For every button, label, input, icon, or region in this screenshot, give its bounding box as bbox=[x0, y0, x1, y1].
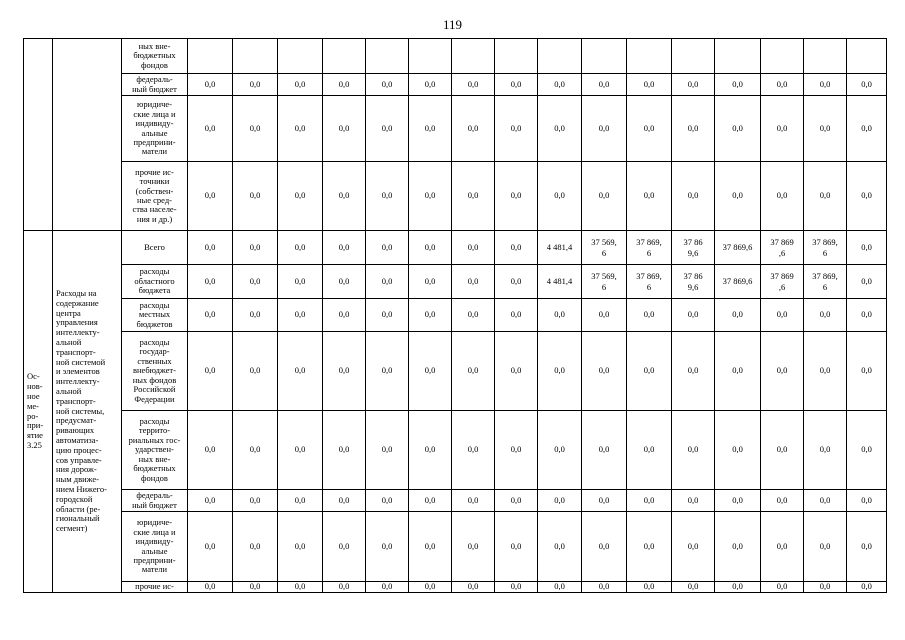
value-cell: 0,0 bbox=[761, 96, 804, 162]
value-cell: 0,0 bbox=[538, 490, 582, 512]
value-cell: 37 869,6 bbox=[715, 231, 761, 265]
value-cell: 0,0 bbox=[188, 265, 233, 299]
value-cell: 0,0 bbox=[278, 490, 323, 512]
value-cell bbox=[538, 39, 582, 74]
value-cell: 37 86 9,6 bbox=[672, 231, 715, 265]
value-cell: 0,0 bbox=[188, 490, 233, 512]
value-cell bbox=[366, 39, 409, 74]
table-row bbox=[24, 512, 887, 582]
value-cell: 0,0 bbox=[715, 96, 761, 162]
value-cell: 0,0 bbox=[804, 299, 847, 332]
value-cell: 0,0 bbox=[452, 490, 495, 512]
value-cell: 0,0 bbox=[323, 411, 366, 490]
value-cell bbox=[672, 39, 715, 74]
value-cell: 0,0 bbox=[366, 231, 409, 265]
value-cell: 0,0 bbox=[278, 231, 323, 265]
value-cell: 0,0 bbox=[672, 512, 715, 582]
value-cell bbox=[452, 39, 495, 74]
value-cell: 0,0 bbox=[323, 74, 366, 96]
value-cell: 0,0 bbox=[582, 74, 627, 96]
value-cell: 0,0 bbox=[188, 299, 233, 332]
table-row bbox=[24, 582, 887, 593]
value-cell: 0,0 bbox=[495, 96, 538, 162]
value-cell: 0,0 bbox=[761, 512, 804, 582]
value-cell: 0,0 bbox=[804, 96, 847, 162]
value-cell: 0,0 bbox=[278, 299, 323, 332]
value-cell: 0,0 bbox=[409, 299, 452, 332]
value-cell: 0,0 bbox=[847, 231, 887, 265]
value-cell: 0,0 bbox=[323, 299, 366, 332]
table-row bbox=[24, 162, 887, 231]
value-cell: 0,0 bbox=[582, 299, 627, 332]
value-cell: 0,0 bbox=[672, 411, 715, 490]
value-cell bbox=[804, 39, 847, 74]
value-cell: 0,0 bbox=[715, 332, 761, 411]
value-cell: 0,0 bbox=[672, 490, 715, 512]
value-cell: 0,0 bbox=[278, 96, 323, 162]
funding-source-cell: прочие ис- bbox=[122, 582, 188, 593]
value-cell: 0,0 bbox=[847, 582, 887, 593]
value-cell: 0,0 bbox=[278, 74, 323, 96]
value-cell: 0,0 bbox=[452, 231, 495, 265]
funding-source-cell: расходы государ- ственных внебюджет- ных фондов Российской Федерации bbox=[122, 332, 188, 411]
value-cell bbox=[233, 39, 278, 74]
value-cell: 0,0 bbox=[278, 265, 323, 299]
value-cell: 0,0 bbox=[804, 332, 847, 411]
value-cell: 0,0 bbox=[323, 231, 366, 265]
value-cell bbox=[409, 39, 452, 74]
value-cell: 0,0 bbox=[323, 332, 366, 411]
value-cell: 0,0 bbox=[538, 411, 582, 490]
value-cell: 0,0 bbox=[495, 265, 538, 299]
value-cell: 0,0 bbox=[495, 162, 538, 231]
value-cell: 0,0 bbox=[409, 490, 452, 512]
value-cell: 0,0 bbox=[672, 162, 715, 231]
value-cell: 0,0 bbox=[366, 299, 409, 332]
value-cell: 0,0 bbox=[847, 332, 887, 411]
value-cell: 0,0 bbox=[452, 74, 495, 96]
value-cell: 0,0 bbox=[495, 332, 538, 411]
value-cell: 0,0 bbox=[627, 74, 672, 96]
value-cell: 0,0 bbox=[452, 411, 495, 490]
funding-source-cell: юридиче- ские лица и индивиду- альные предприни- матели bbox=[122, 512, 188, 582]
value-cell: 0,0 bbox=[847, 265, 887, 299]
value-cell: 37 869, 6 bbox=[627, 265, 672, 299]
funding-source-cell: расходы террито- риальных гос- ударствен- ных вне- бюджетных фондов bbox=[122, 411, 188, 490]
value-cell: 0,0 bbox=[409, 411, 452, 490]
value-cell: 37 569, 6 bbox=[582, 265, 627, 299]
value-cell: 0,0 bbox=[672, 332, 715, 411]
table-row bbox=[24, 332, 887, 411]
value-cell: 0,0 bbox=[323, 582, 366, 593]
funding-source-cell: ных вне- бюджетных фондов bbox=[122, 39, 188, 74]
value-cell: 0,0 bbox=[672, 96, 715, 162]
value-cell: 0,0 bbox=[495, 512, 538, 582]
value-cell: 0,0 bbox=[278, 332, 323, 411]
value-cell: 0,0 bbox=[188, 231, 233, 265]
value-cell: 0,0 bbox=[847, 490, 887, 512]
funding-source-cell: расходы местных бюджетов bbox=[122, 299, 188, 332]
value-cell: 0,0 bbox=[188, 512, 233, 582]
value-cell: 0,0 bbox=[495, 411, 538, 490]
value-cell: 0,0 bbox=[366, 512, 409, 582]
value-cell: 0,0 bbox=[323, 490, 366, 512]
value-cell: 0,0 bbox=[847, 512, 887, 582]
funding-source-cell: расходы областного бюджета bbox=[122, 265, 188, 299]
value-cell: 0,0 bbox=[627, 582, 672, 593]
value-cell: 0,0 bbox=[804, 74, 847, 96]
value-cell: 0,0 bbox=[761, 299, 804, 332]
value-cell: 0,0 bbox=[627, 162, 672, 231]
value-cell: 0,0 bbox=[582, 96, 627, 162]
value-cell bbox=[278, 39, 323, 74]
table-row bbox=[24, 39, 887, 74]
value-cell: 0,0 bbox=[715, 411, 761, 490]
value-cell: 0,0 bbox=[847, 411, 887, 490]
value-cell: 0,0 bbox=[582, 490, 627, 512]
value-cell: 37 869, 6 bbox=[627, 231, 672, 265]
value-cell: 0,0 bbox=[538, 299, 582, 332]
funding-source-cell: федераль- ный бюджет bbox=[122, 490, 188, 512]
value-cell: 0,0 bbox=[804, 512, 847, 582]
value-cell: 37 869, 6 bbox=[804, 231, 847, 265]
value-cell: 0,0 bbox=[538, 512, 582, 582]
value-cell: 0,0 bbox=[715, 162, 761, 231]
value-cell: 0,0 bbox=[582, 512, 627, 582]
value-cell: 0,0 bbox=[452, 96, 495, 162]
value-cell: 0,0 bbox=[761, 162, 804, 231]
value-cell: 0,0 bbox=[804, 582, 847, 593]
value-cell: 0,0 bbox=[627, 490, 672, 512]
value-cell: 0,0 bbox=[715, 74, 761, 96]
value-cell: 0,0 bbox=[452, 265, 495, 299]
funding-source-cell: прочие ис- точники (собствен- ные сред- ства населе- ния и др.) bbox=[122, 162, 188, 231]
value-cell bbox=[627, 39, 672, 74]
value-cell: 0,0 bbox=[538, 162, 582, 231]
value-cell: 0,0 bbox=[409, 265, 452, 299]
value-cell: 0,0 bbox=[847, 299, 887, 332]
table-row bbox=[24, 490, 887, 512]
value-cell: 0,0 bbox=[715, 512, 761, 582]
value-cell: 0,0 bbox=[847, 74, 887, 96]
value-cell bbox=[323, 39, 366, 74]
value-cell: 37 869 ,6 bbox=[761, 231, 804, 265]
description-cell: Расходы на содержание центра управления интеллекту- альной транспорт- ной системой и элементов интеллекту- альной транспорт- ной системы, предусмат- ривающих автоматиза- цию процес- сов управле- ния дорож- ным движе- нием Нижего- городской области (ре- гиональный сегмент) bbox=[53, 231, 122, 593]
value-cell: 0,0 bbox=[233, 265, 278, 299]
value-cell: 0,0 bbox=[278, 162, 323, 231]
value-cell: 0,0 bbox=[366, 332, 409, 411]
table-row bbox=[24, 299, 887, 332]
funding-source-cell: федераль- ный бюджет bbox=[122, 74, 188, 96]
value-cell: 0,0 bbox=[582, 162, 627, 231]
value-cell: 37 569, 6 bbox=[582, 231, 627, 265]
value-cell: 0,0 bbox=[278, 512, 323, 582]
value-cell: 0,0 bbox=[233, 490, 278, 512]
value-cell: 0,0 bbox=[366, 490, 409, 512]
value-cell: 0,0 bbox=[366, 582, 409, 593]
value-cell: 0,0 bbox=[761, 332, 804, 411]
value-cell: 0,0 bbox=[452, 582, 495, 593]
value-cell: 0,0 bbox=[409, 96, 452, 162]
value-cell bbox=[715, 39, 761, 74]
value-cell: 0,0 bbox=[582, 411, 627, 490]
value-cell: 0,0 bbox=[495, 582, 538, 593]
budget-table bbox=[23, 38, 887, 593]
value-cell: 0,0 bbox=[847, 96, 887, 162]
value-cell: 0,0 bbox=[409, 582, 452, 593]
value-cell: 0,0 bbox=[582, 332, 627, 411]
value-cell: 0,0 bbox=[627, 299, 672, 332]
value-cell: 0,0 bbox=[188, 74, 233, 96]
value-cell: 37 869,6 bbox=[715, 265, 761, 299]
value-cell: 0,0 bbox=[409, 332, 452, 411]
value-cell bbox=[582, 39, 627, 74]
value-cell: 0,0 bbox=[452, 299, 495, 332]
table-row bbox=[24, 74, 887, 96]
value-cell: 0,0 bbox=[233, 411, 278, 490]
value-cell: 0,0 bbox=[761, 411, 804, 490]
value-cell: 0,0 bbox=[323, 265, 366, 299]
table-row bbox=[24, 96, 887, 162]
value-cell: 0,0 bbox=[233, 162, 278, 231]
value-cell: 0,0 bbox=[233, 231, 278, 265]
value-cell: 0,0 bbox=[538, 74, 582, 96]
value-cell bbox=[188, 39, 233, 74]
value-cell: 0,0 bbox=[804, 411, 847, 490]
value-cell: 0,0 bbox=[366, 96, 409, 162]
value-cell: 37 869 ,6 bbox=[761, 265, 804, 299]
value-cell: 0,0 bbox=[452, 512, 495, 582]
value-cell: 0,0 bbox=[323, 96, 366, 162]
value-cell: 0,0 bbox=[233, 74, 278, 96]
value-cell: 0,0 bbox=[278, 582, 323, 593]
value-cell: 0,0 bbox=[495, 490, 538, 512]
value-cell: 0,0 bbox=[233, 582, 278, 593]
value-cell: 0,0 bbox=[409, 231, 452, 265]
value-cell: 0,0 bbox=[366, 162, 409, 231]
value-cell: 0,0 bbox=[409, 512, 452, 582]
value-cell: 0,0 bbox=[452, 332, 495, 411]
value-cell: 0,0 bbox=[672, 74, 715, 96]
value-cell: 0,0 bbox=[538, 332, 582, 411]
value-cell: 0,0 bbox=[761, 74, 804, 96]
value-cell: 0,0 bbox=[715, 490, 761, 512]
value-cell: 0,0 bbox=[188, 332, 233, 411]
value-cell: 0,0 bbox=[495, 231, 538, 265]
value-cell: 0,0 bbox=[188, 411, 233, 490]
table-row bbox=[24, 231, 887, 265]
value-cell: 4 481,4 bbox=[538, 265, 582, 299]
event-label-cell bbox=[24, 39, 53, 231]
value-cell: 0,0 bbox=[804, 162, 847, 231]
value-cell: 0,0 bbox=[233, 332, 278, 411]
value-cell: 0,0 bbox=[233, 512, 278, 582]
table-row bbox=[24, 265, 887, 299]
value-cell: 0,0 bbox=[672, 299, 715, 332]
funding-source-cell: юридиче- ские лица и индивиду- альные предприни- матели bbox=[122, 96, 188, 162]
value-cell: 0,0 bbox=[627, 332, 672, 411]
value-cell: 4 481,4 bbox=[538, 231, 582, 265]
value-cell bbox=[495, 39, 538, 74]
value-cell: 0,0 bbox=[323, 162, 366, 231]
value-cell: 0,0 bbox=[188, 582, 233, 593]
value-cell: 0,0 bbox=[366, 74, 409, 96]
value-cell: 0,0 bbox=[847, 162, 887, 231]
funding-source-cell: Всего bbox=[122, 231, 188, 265]
value-cell bbox=[761, 39, 804, 74]
value-cell: 0,0 bbox=[188, 162, 233, 231]
event-label-cell: Ос- нов- ное ме- ро- при- ятие 3.25 bbox=[24, 231, 53, 593]
value-cell: 37 869, 6 bbox=[804, 265, 847, 299]
value-cell: 0,0 bbox=[627, 96, 672, 162]
value-cell: 37 86 9,6 bbox=[672, 265, 715, 299]
value-cell: 0,0 bbox=[804, 490, 847, 512]
value-cell: 0,0 bbox=[366, 265, 409, 299]
value-cell: 0,0 bbox=[366, 411, 409, 490]
value-cell bbox=[847, 39, 887, 74]
value-cell: 0,0 bbox=[761, 582, 804, 593]
value-cell: 0,0 bbox=[409, 74, 452, 96]
value-cell: 0,0 bbox=[715, 582, 761, 593]
value-cell: 0,0 bbox=[323, 512, 366, 582]
value-cell: 0,0 bbox=[582, 582, 627, 593]
value-cell: 0,0 bbox=[672, 582, 715, 593]
value-cell: 0,0 bbox=[452, 162, 495, 231]
value-cell: 0,0 bbox=[409, 162, 452, 231]
description-cell bbox=[53, 39, 122, 231]
value-cell: 0,0 bbox=[495, 74, 538, 96]
value-cell: 0,0 bbox=[188, 96, 233, 162]
value-cell: 0,0 bbox=[715, 299, 761, 332]
table-row bbox=[24, 411, 887, 490]
value-cell: 0,0 bbox=[761, 490, 804, 512]
value-cell: 0,0 bbox=[233, 299, 278, 332]
page-number: 119 bbox=[442, 17, 463, 32]
value-cell: 0,0 bbox=[495, 299, 538, 332]
value-cell: 0,0 bbox=[538, 582, 582, 593]
value-cell: 0,0 bbox=[538, 96, 582, 162]
value-cell: 0,0 bbox=[627, 512, 672, 582]
value-cell: 0,0 bbox=[627, 411, 672, 490]
value-cell: 0,0 bbox=[278, 411, 323, 490]
value-cell: 0,0 bbox=[233, 96, 278, 162]
